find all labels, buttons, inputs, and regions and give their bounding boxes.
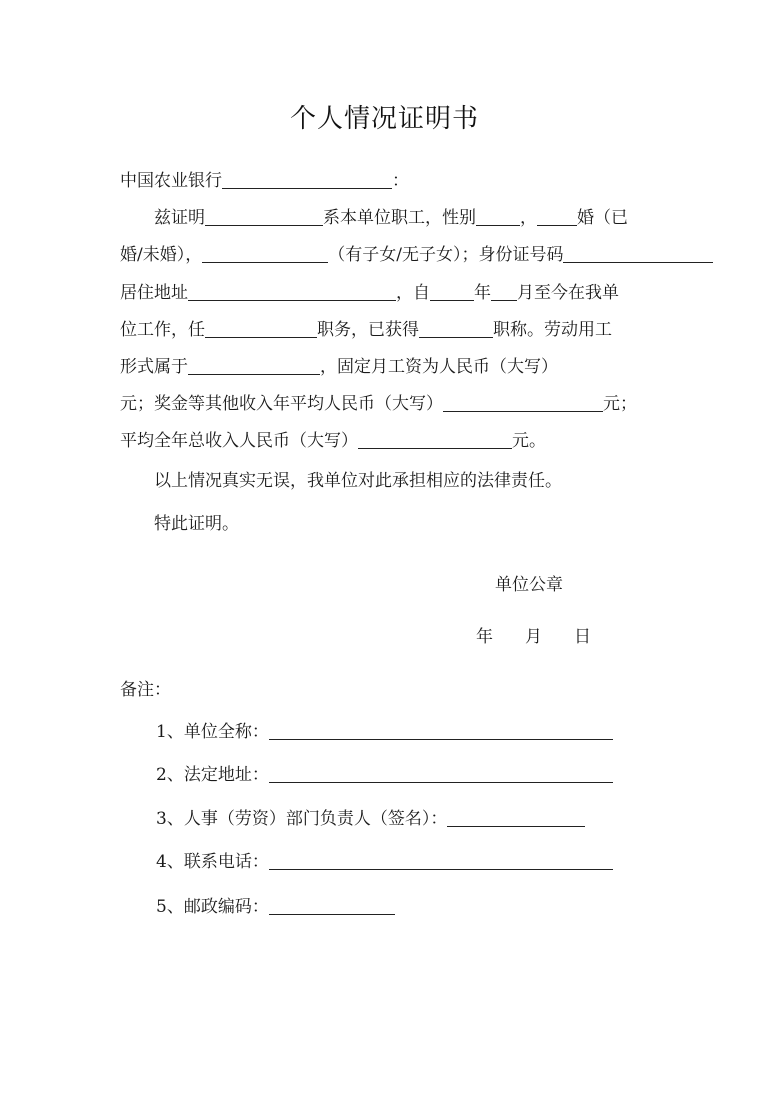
position-blank[interactable]: [205, 319, 317, 338]
seal-label: 单位公章: [495, 575, 563, 595]
text-since: ，自: [396, 283, 430, 303]
text-marital: 婚（已: [577, 208, 628, 228]
full-name-blank[interactable]: [269, 721, 613, 740]
text-employee-gender: 系本单位职工，性别: [323, 208, 476, 228]
month-blank[interactable]: [491, 282, 517, 301]
paragraph-line-6: [120, 393, 637, 415]
paragraph-line-2: [120, 244, 713, 266]
text-annual-income: 平均全年总收入人民币（大写）: [120, 431, 358, 451]
year-blank[interactable]: [430, 282, 474, 301]
text-employment-type: 形式属于: [120, 357, 188, 377]
remarks-label: 备注：: [120, 680, 171, 700]
employee-name-blank[interactable]: [205, 207, 323, 226]
paragraph-line-7: [120, 430, 546, 452]
text-employment: 职称。劳动用工: [493, 320, 612, 340]
addressee-line: [120, 170, 409, 192]
remark-hr-head-label: 3、人事（劳资）部门负责人（签名）：: [156, 809, 448, 829]
closing: 特此证明。: [154, 514, 239, 534]
addressee-name: 中国农业银行: [120, 171, 222, 191]
paragraph-line-5: [120, 356, 558, 378]
phone-blank[interactable]: [269, 851, 613, 870]
statement: 以上情况真实无误，我单位对此承担相应的法律责任。: [154, 471, 562, 491]
remark-item: [156, 851, 613, 873]
professional-title-blank[interactable]: [419, 319, 493, 338]
date-month: 月: [525, 627, 542, 647]
addressee-blank[interactable]: [222, 170, 392, 189]
text-comma: ，: [520, 208, 537, 228]
text-month-work: 月至今在我单: [517, 283, 619, 303]
bonus-blank[interactable]: [443, 393, 603, 412]
id-number-blank[interactable]: [563, 244, 713, 263]
text-yuan: 元；: [603, 394, 637, 414]
remark-item: [156, 764, 613, 786]
document-title: 个人情况证明书: [290, 104, 480, 134]
remark-item: [156, 808, 585, 830]
text-address: 居住地址: [120, 283, 188, 303]
text-bonus: 元；奖金等其他收入年平均人民币（大写）: [120, 394, 443, 414]
text-year: 年: [474, 283, 491, 303]
date-day: 日: [574, 627, 591, 647]
remark-item: [156, 721, 613, 743]
paragraph-line-1: [154, 207, 628, 229]
employment-type-blank[interactable]: [188, 356, 320, 375]
paragraph-line-3: [120, 282, 619, 304]
legal-address-blank[interactable]: [269, 764, 613, 783]
gender-blank[interactable]: [476, 207, 520, 226]
text-yuan-end: 元。: [512, 431, 546, 451]
marital-blank[interactable]: [537, 207, 577, 226]
hr-head-signature-blank[interactable]: [447, 808, 585, 827]
text-marital-options: 婚/未婚），: [120, 245, 203, 265]
remark-legal-address-label: 2、法定地址：: [156, 765, 269, 785]
text-position: 位工作，任: [120, 320, 205, 340]
date-year: 年: [476, 627, 493, 647]
address-blank[interactable]: [188, 282, 396, 301]
text-monthly-salary: ，固定月工资为人民币（大写）: [320, 357, 558, 377]
children-blank[interactable]: [202, 244, 328, 263]
addressee-colon: ：: [392, 171, 409, 191]
paragraph-line-4: [120, 319, 612, 341]
text-title-obtained: 职务，已获得: [317, 320, 419, 340]
text-certify: 兹证明: [154, 208, 205, 228]
postcode-blank[interactable]: [269, 896, 395, 915]
remark-phone-label: 4、联系电话：: [156, 852, 269, 872]
annual-income-blank[interactable]: [358, 430, 512, 449]
remark-full-name-label: 1、单位全称：: [156, 722, 269, 742]
remark-item: [156, 896, 395, 918]
remark-postcode-label: 5、邮政编码：: [156, 897, 269, 917]
text-children-id: （有子女/无子女）；身份证号码: [328, 245, 564, 265]
